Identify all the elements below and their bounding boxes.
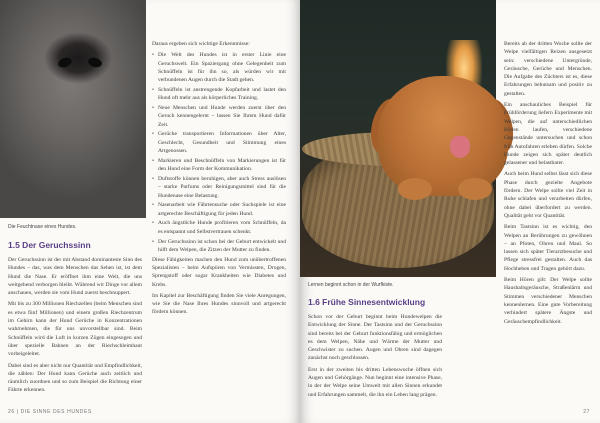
- paragraph: Erst in der zweiten bis dritten Lebenswoche öffnen sich Augen und Gehörgänge. Nun beginnt eine intensive Phase, in der der Welpe seine Umwelt mit allen Sinnen erkundet und Erfahrungen sammelt, die ihn ein Leben lang prägen.: [308, 366, 442, 398]
- dog-nose-photo: [0, 0, 146, 218]
- paragraph: Diese Fähigkeiten machen den Hund zum unübertroffenen Spezialisten – beim Aufspüren von Vermissten, Drogen, Sprengstoff oder sogar Krankheiten wie Diabetes und Krebs.: [152, 256, 286, 288]
- paragraph: Ein anschauliches Beispiel für Frühförderung liefern Experimente mit Welpen, die auf unterschiedlichen Böden laufen, verschiedene Gegenstände untersuchen und schon früh Autofahren erleben dürfen. Solche Hunde zeigen sich später deutlich gelassener und belastbarer.: [504, 102, 592, 167]
- bullet-item: • Schnüffeln ist anstrengende Kopfarbeit und lastet den Hund oft mehr aus als körperliches Training.: [152, 86, 286, 103]
- paragraph: Beim Hören gilt: Der Welpe sollte Haushaltsgeräusche, Straßenlärm und Stimmen verschiedener Menschen kennenlernen. Eine gute Vorbereitung verhindert spätere Ängste und Geräuschempfindlichkeit.: [504, 277, 592, 325]
- bullets-intro: Daraus ergeben sich wichtige Erkenntnisse:: [152, 41, 250, 47]
- right-page: [300, 0, 600, 423]
- bullet-item: • Markieren und Beschnüffeln von Markierungen ist für den Hund eine Form der Kommunikation.: [152, 157, 286, 174]
- bullet-item: • Neue Menschen und Hunde werden zuerst über den Geruch kennengelernt – lassen Sie Ihrem Hund dafür Zeit.: [152, 104, 286, 129]
- paragraph: Dabei sind es aber nicht nur Quantität und Empfindlichkeit, die zählen: Der Hund kann Gerüche auch zeitlich und räumlich zuordnen und so zum Beispiel die Richtung einer Fährte erkennen.: [8, 362, 142, 394]
- paragraph: Bereits ab der dritten Woche sollte der Welpe vielfältigen Reizen ausgesetzt sein: verschiedene Untergründe, Geräusche, Gerüche und Menschen. Die Aufgabe des Züchters ist es, diese Erfahrungen behutsam und positiv zu gestalten.: [504, 41, 592, 97]
- bullet-list: [152, 51, 286, 254]
- right-page-col1: [308, 313, 442, 402]
- bullet-item: • Auch ängstliche Hunde profitieren vom Schnüffeln, da es entspannt und Selbstvertrauen schenkt.: [152, 219, 286, 236]
- bullet-item: • Duftstoffe können beruhigen, aber auch Stress auslösen – starke Parfums oder Reinigungsmittel sind für die Hundenase eine Belastung.: [152, 175, 286, 200]
- left-column-intro: [8, 256, 142, 398]
- right-photo-caption: Lernen beginnt schon in der Wurfkiste.: [308, 282, 394, 288]
- puppy-paw-left: [398, 178, 432, 200]
- right-folio: 27: [583, 409, 590, 415]
- puppy-paw-right: [458, 178, 492, 200]
- nostril-right: [87, 56, 103, 68]
- bullet-item: • Gerüche transportieren Informationen über Alter, Geschlecht, Gesundheit und Stimmung eines Artgenossen.: [152, 130, 286, 155]
- bullet-item: • Nasenarbeit wie Fährtensuche oder Suchspiele ist eine artgerechte Beschäftigung für jeden Hund.: [152, 201, 286, 218]
- section-heading-geruchssinn: 1.5 Der Geruchssinn: [8, 240, 91, 250]
- right-column-bullets: [152, 40, 286, 320]
- bullet-item: • Der Geruchssinn ist schon bei der Geburt entwickelt und hilft dem Welpen, die Zitzen der Mutter zu finden.: [152, 238, 286, 255]
- puppy-tongue: [450, 136, 470, 158]
- left-folio: 26 | DIE SINNE DES HUNDES: [8, 409, 92, 415]
- puppy: [378, 76, 508, 196]
- paragraph: Schon vor der Geburt beginnt beim Hundewelpen die Entwicklung der Sinne. Der Tastsinn und der Geruchssinn sind bereits bei der Geburt funktionsfähig und ermöglichen es dem Welpen, Nähe und Wärme der Mutter und Geschwister zu suchen. Augen und Ohren sind dagegen zunächst noch geschlossen.: [308, 314, 442, 362]
- paragraph: Auch beim Hund selbst lässt sich diese Phase durch gezielte Angebote fördern. Der Welpe sollte viel Zeit in Ruhe schlafen und verarbeiten dürfen, ohne dabei überfordert zu werden. Qualität geht vor Quantität.: [504, 171, 592, 219]
- paragraph: Beim Tastsinn ist es wichtig, den Welpen an Berührungen zu gewöhnen – an Pfoten, Ohren und Maul. So lassen sich später Tierarztbesuche und Pflege stressfrei gestalten. Auch das Hochheben und Tragen gehört dazu.: [504, 224, 592, 272]
- puppy-in-basket-photo: [300, 0, 496, 277]
- right-page-col2: [504, 40, 592, 329]
- left-photo-caption: Die Feuchtnase eines Hundes.: [8, 224, 77, 230]
- paragraph: Mit bis zu 300 Millionen Riechzellen (beim Menschen sind es etwa fünf Millionen) und einem großen Riechzentrum im Gehirn kann der Hund Gerüche in Konzentrationen wahrnehmen, die für uns unvorstellbar sind. Beim Schnüffeln wird die Luft in kurzen Zügen eingesogen und über spezielle Bahnen an der Riechschleimhaut vorbeigeleitet.: [8, 301, 142, 358]
- paragraph: Der Geruchssinn ist der mit Abstand dominanteste Sinn des Hundes – das, was dem Menschen das Sehen ist, ist dem Hund die Nase. Er eröffnet ihm eine Welt, die uns weitgehend verborgen bleibt. Während wir Dinge vor allem anschauen, werden sie vom Hund zuerst beschnuppert.: [8, 257, 142, 297]
- section-heading-sinnesentwicklung: 1.6 Frühe Sinnesentwicklung: [308, 297, 426, 307]
- nostril-left: [57, 56, 73, 69]
- bullet-item: • Die Welt des Hundes ist in erster Linie eine Geruchswelt. Ein Spaziergang ohne Gelegenheit zum Schnüffeln ist für ihn so, als würden wir mit verbundenen Augen durch die Stadt gehen.: [152, 51, 286, 84]
- paragraph: Im Kapitel zur Beschäftigung finden Sie viele Anregungen, wie Sie die Nase Ihres Hundes sinnvoll und artgerecht fördern können.: [152, 292, 286, 316]
